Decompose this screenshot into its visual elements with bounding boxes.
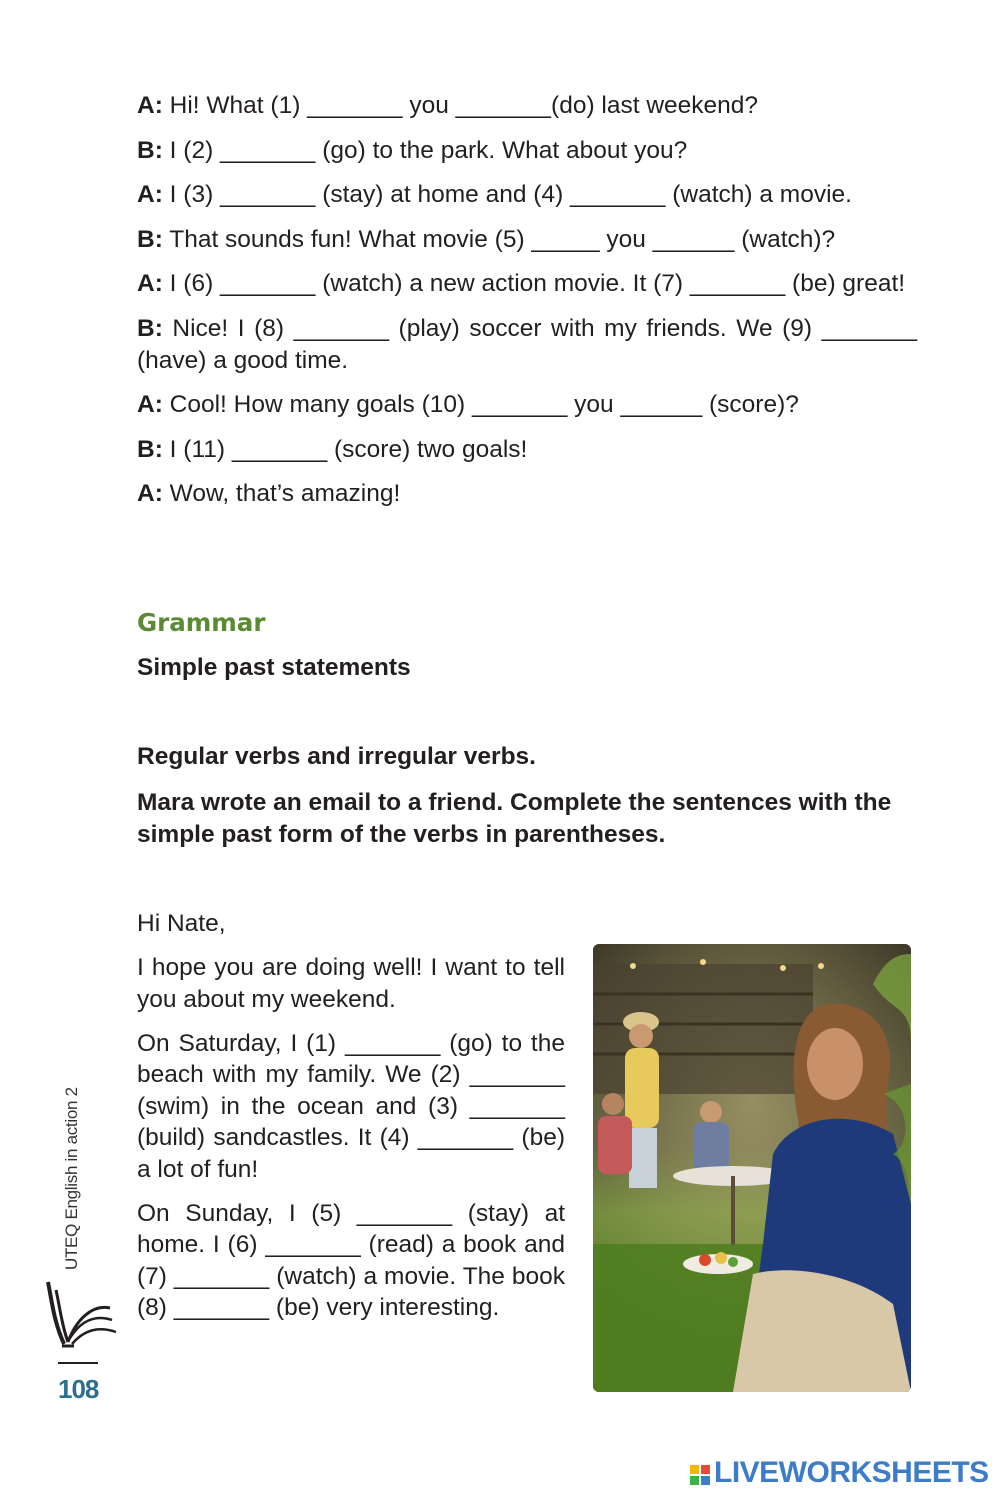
dialogue-text: Wow, that’s amazing! <box>162 480 401 507</box>
dialogue-text: I (2) _______ (go) to the park. What about you? <box>162 136 688 164</box>
dialogue-text: That sounds fun! What movie (5) _____ you ______ (watch)? <box>162 225 836 253</box>
page-number-rule <box>58 1362 98 1364</box>
dialogue-line <box>137 478 917 510</box>
dialogue-text: I (6) _______ (watch) a new action movie. It (7) _______ (be) great! <box>162 270 906 297</box>
email-greeting: Hi Nate, <box>137 910 226 937</box>
instruction-verbs: Regular verbs and irregular verbs. <box>137 743 536 770</box>
speaker-label: A: <box>137 181 163 208</box>
speaker-label: A: <box>137 92 163 119</box>
speaker-label: A: <box>137 270 163 297</box>
liveworksheets-logo <box>690 1455 989 1491</box>
dialogue-text: Hi! What (1) _______ you _______(do) last weekend? <box>162 92 759 119</box>
speaker-label: A: <box>137 480 163 507</box>
dialogue-line <box>137 179 917 211</box>
email-paragraph: On Saturday, I (1) _______ (go) to the beach with my family. We (2) _______ (swim) in the ocean and (3) _______ (build) sandcastles. It (4) _______ (be) a lot of fun! <box>137 1029 565 1183</box>
dialogue-line <box>137 90 917 122</box>
logo-squares-icon <box>690 1465 710 1485</box>
instruction-email: Mara wrote an email to a friend. Complete the sentences with the simple past form of the verbs in parentheses. <box>137 789 892 848</box>
dialogue-line <box>137 434 917 466</box>
dialogue-line <box>137 389 917 421</box>
speaker-label: B: <box>137 314 163 342</box>
dialogue-text: I (3) _______ (stay) at home and (4) _______ (watch) a movie. <box>162 181 852 208</box>
garden-party-photo <box>593 944 911 1392</box>
email-text <box>137 908 565 1336</box>
email-paragraph: I hope you are doing well! I want to tell you about my weekend. <box>137 954 565 1013</box>
dialogue-line <box>137 135 917 167</box>
speaker-label: B: <box>137 225 163 253</box>
speaker-label: B: <box>137 435 163 463</box>
page-number: 108 <box>58 1374 99 1404</box>
speaker-label: B: <box>137 136 163 164</box>
grammar-subheading: Simple past statements <box>137 654 411 681</box>
dialogue-text: I (11) _______ (score) two goals! <box>162 435 528 463</box>
open-book-icon <box>38 1272 118 1352</box>
dialogue-line <box>137 268 917 300</box>
grammar-heading: Grammar <box>137 608 266 637</box>
logo-wordmark: LIVEWORKSHEETS <box>714 1456 989 1489</box>
dialogue-line <box>137 313 917 377</box>
dialogue-line <box>137 224 917 256</box>
speaker-label: A: <box>137 391 163 418</box>
dialogue-exercise <box>137 90 917 523</box>
photo-illustration <box>593 944 911 1392</box>
email-paragraph: On Sunday, I (5) _______ (stay) at home. I (6) _______ (read) a book and (7) _______ (watch) a movie. The book (8) _______ (be) very interesting. <box>137 1199 565 1321</box>
book-title-vertical: UTEQ English in action 2 <box>62 1087 81 1270</box>
dialogue-text: Nice! I (8) _______ (play) soccer with my friends. We (9) _______ (have) a good time. <box>137 314 917 374</box>
dialogue-text: Cool! How many goals (10) _______ you ______ (score)? <box>162 391 799 418</box>
